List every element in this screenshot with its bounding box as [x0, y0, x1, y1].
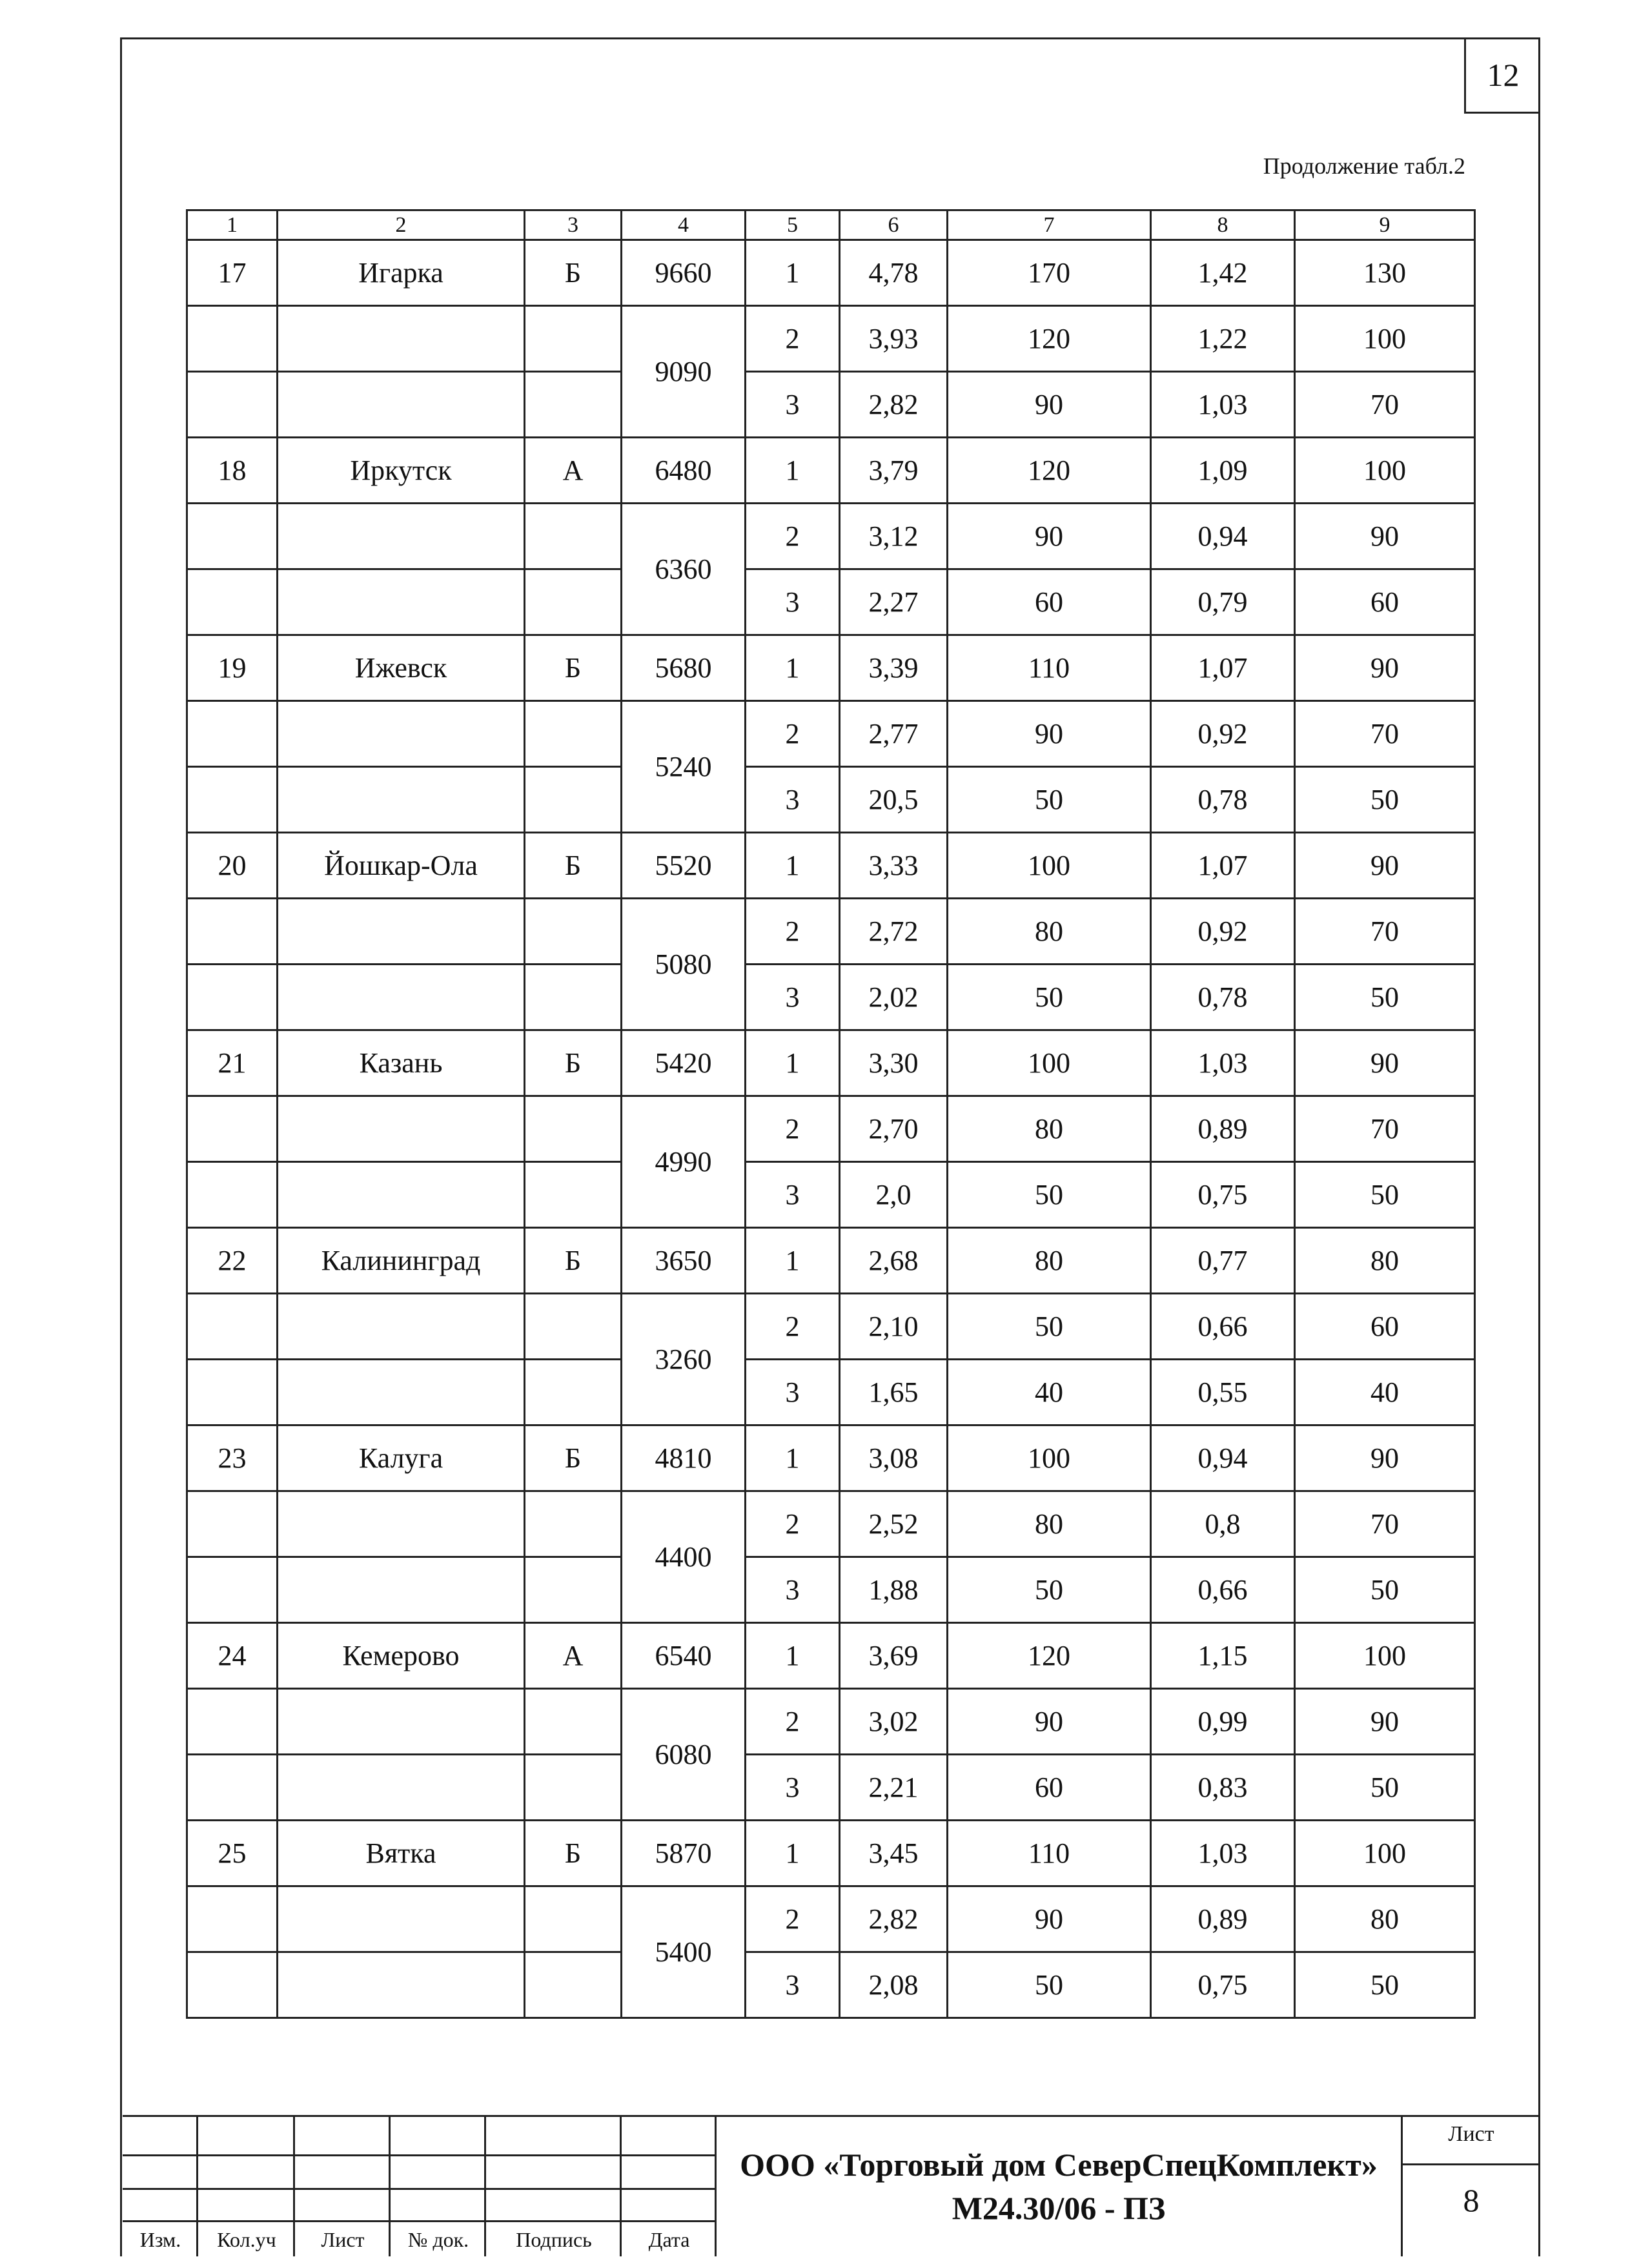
data-cell: 0,75 [1151, 1162, 1295, 1228]
data-cell: 50 [1295, 767, 1475, 833]
empty-cell [187, 1755, 278, 1821]
value-cell: 5400 [622, 1886, 746, 2018]
data-cell: 2,52 [840, 1491, 948, 1557]
data-cell: 50 [1295, 1557, 1475, 1623]
data-cell: 90 [948, 1886, 1151, 1952]
value-cell: 6080 [622, 1689, 746, 1821]
data-cell: 1,03 [1151, 1821, 1295, 1886]
value-cell: 3260 [622, 1294, 746, 1425]
value-cell: 5420 [622, 1030, 746, 1096]
table-row [187, 1821, 1475, 1886]
empty-cell [278, 767, 525, 833]
col-header: 6 [840, 210, 948, 240]
data-cell: 100 [948, 1030, 1151, 1096]
empty-cell [278, 1886, 525, 1952]
header-row [187, 210, 1475, 240]
title-block [123, 2115, 1540, 2256]
table-row [187, 1425, 1475, 1491]
empty-cell [187, 1360, 278, 1425]
data-cell: 3,12 [840, 504, 948, 569]
data-cell: 50 [948, 1557, 1151, 1623]
table-row [187, 1096, 1475, 1162]
data-cell: 90 [948, 701, 1151, 767]
data-cell: 80 [948, 1228, 1151, 1294]
data-cell: 0,89 [1151, 1886, 1295, 1952]
table-row [187, 1623, 1475, 1689]
city-name: Йошкар-Ола [278, 833, 525, 899]
data-cell: 3 [746, 1952, 840, 2018]
data-cell: 2,10 [840, 1294, 948, 1360]
empty-cell [525, 569, 622, 635]
empty-cell [525, 1755, 622, 1821]
data-cell: 0,94 [1151, 1425, 1295, 1491]
empty-cell [525, 1294, 622, 1360]
entry-number: 24 [187, 1623, 278, 1689]
empty-cell [525, 965, 622, 1030]
data-cell: 100 [948, 833, 1151, 899]
data-cell: 2 [746, 701, 840, 767]
table-row [187, 306, 1475, 372]
data-cell: 50 [948, 1162, 1151, 1228]
data-cell: 90 [1295, 1030, 1475, 1096]
data-cell: 3 [746, 965, 840, 1030]
table-row [187, 1952, 1475, 2018]
empty-cell [187, 1162, 278, 1228]
data-cell: 90 [948, 372, 1151, 438]
empty-cell [525, 1952, 622, 2018]
entry-number: 19 [187, 635, 278, 701]
data-cell: 0,55 [1151, 1360, 1295, 1425]
data-cell: 70 [1295, 899, 1475, 965]
empty-cell [525, 1162, 622, 1228]
data-cell: 2,21 [840, 1755, 948, 1821]
value-cell: 9660 [622, 240, 746, 306]
data-cell: 1,22 [1151, 306, 1295, 372]
table-row [187, 240, 1475, 306]
entry-number: 21 [187, 1030, 278, 1096]
empty-cell [187, 701, 278, 767]
data-cell: 90 [1295, 1425, 1475, 1491]
empty-cell [187, 1886, 278, 1952]
data-cell: 90 [1295, 1689, 1475, 1755]
zone-cell: Б [525, 1821, 622, 1886]
city-name: Вятка [278, 1821, 525, 1886]
data-cell: 1 [746, 240, 840, 306]
data-cell: 1 [746, 635, 840, 701]
empty-cell [187, 372, 278, 438]
data-cell: 80 [948, 1096, 1151, 1162]
empty-cell [525, 701, 622, 767]
data-cell: 0,99 [1151, 1689, 1295, 1755]
sheet-label: Лист [1448, 2122, 1494, 2146]
data-cell: 1 [746, 1030, 840, 1096]
organization-block [717, 2117, 1401, 2256]
data-cell: 2,08 [840, 1952, 948, 2018]
data-cell: 0,75 [1151, 1952, 1295, 2018]
stamp-label-izm: Изм. [139, 2228, 181, 2251]
data-cell: 3,33 [840, 833, 948, 899]
table-row [187, 1030, 1475, 1096]
data-cell: 1,07 [1151, 833, 1295, 899]
value-cell: 3650 [622, 1228, 746, 1294]
value-cell: 5870 [622, 1821, 746, 1886]
zone-cell: Б [525, 1228, 622, 1294]
data-cell: 2 [746, 1491, 840, 1557]
value-cell: 5680 [622, 635, 746, 701]
table-row [187, 1491, 1475, 1557]
empty-cell [278, 1294, 525, 1360]
city-name: Иркутск [278, 438, 525, 504]
empty-cell [187, 899, 278, 965]
col-header: 7 [948, 210, 1151, 240]
data-cell: 60 [1295, 1294, 1475, 1360]
empty-cell [278, 1952, 525, 2018]
sheet-separator [1403, 2163, 1540, 2165]
data-cell: 3 [746, 1557, 840, 1623]
entry-number: 20 [187, 833, 278, 899]
data-cell: 3,30 [840, 1030, 948, 1096]
data-cell: 1,03 [1151, 1030, 1295, 1096]
data-cell: 100 [1295, 438, 1475, 504]
value-cell: 4400 [622, 1491, 746, 1623]
organization-name: ООО «Торговый дом СеверСпецКомплект» [740, 2146, 1378, 2183]
table-row [187, 833, 1475, 899]
data-cell: 90 [948, 1689, 1151, 1755]
table-body [187, 210, 1475, 2018]
city-name: Калуга [278, 1425, 525, 1491]
empty-cell [278, 1162, 525, 1228]
empty-cell [525, 372, 622, 438]
data-cell: 3,02 [840, 1689, 948, 1755]
data-cell: 1 [746, 1623, 840, 1689]
empty-cell [525, 1689, 622, 1755]
data-cell: 0,79 [1151, 569, 1295, 635]
stamp-line [123, 2188, 717, 2190]
data-cell: 130 [1295, 240, 1475, 306]
value-cell: 4810 [622, 1425, 746, 1491]
data-cell: 1 [746, 438, 840, 504]
data-cell: 110 [948, 1821, 1151, 1886]
col-header: 9 [1295, 210, 1475, 240]
data-cell: 70 [1295, 372, 1475, 438]
data-cell: 100 [1295, 1623, 1475, 1689]
data-cell: 3 [746, 372, 840, 438]
data-cell: 50 [948, 965, 1151, 1030]
data-cell: 2,27 [840, 569, 948, 635]
data-cell: 2 [746, 1689, 840, 1755]
value-cell: 6540 [622, 1623, 746, 1689]
table-row [187, 1294, 1475, 1360]
table-row [187, 899, 1475, 965]
empty-cell [278, 1096, 525, 1162]
data-cell: 120 [948, 306, 1151, 372]
data-cell: 70 [1295, 1491, 1475, 1557]
empty-cell [187, 1491, 278, 1557]
col-header: 8 [1151, 210, 1295, 240]
data-cell: 2,72 [840, 899, 948, 965]
data-cell: 0,89 [1151, 1096, 1295, 1162]
empty-cell [525, 504, 622, 569]
stamp-line [123, 2220, 717, 2222]
empty-cell [187, 767, 278, 833]
data-cell: 120 [948, 438, 1151, 504]
data-cell: 3,93 [840, 306, 948, 372]
table-row [187, 965, 1475, 1030]
data-cell: 0,94 [1151, 504, 1295, 569]
data-cell: 90 [1295, 833, 1475, 899]
table-row [187, 635, 1475, 701]
data-cell: 3 [746, 767, 840, 833]
data-cell: 1,42 [1151, 240, 1295, 306]
empty-cell [187, 569, 278, 635]
data-cell: 1 [746, 1821, 840, 1886]
empty-cell [525, 1491, 622, 1557]
data-cell: 0,78 [1151, 965, 1295, 1030]
data-cell: 4,78 [840, 240, 948, 306]
data-cell: 50 [1295, 1162, 1475, 1228]
zone-cell: Б [525, 240, 622, 306]
stamp-line [123, 2154, 717, 2156]
stamp-label-list: Лист [321, 2228, 365, 2251]
empty-cell [187, 1557, 278, 1623]
data-cell: 0,8 [1151, 1491, 1295, 1557]
data-cell: 110 [948, 635, 1151, 701]
data-cell: 0,83 [1151, 1755, 1295, 1821]
empty-cell [278, 701, 525, 767]
table-row [187, 372, 1475, 438]
data-cell: 3,69 [840, 1623, 948, 1689]
city-name: Калининград [278, 1228, 525, 1294]
empty-cell [525, 1096, 622, 1162]
data-cell: 3,39 [840, 635, 948, 701]
city-name: Ижевск [278, 635, 525, 701]
city-name: Кемерово [278, 1623, 525, 1689]
data-cell: 2,70 [840, 1096, 948, 1162]
data-cell: 2 [746, 1886, 840, 1952]
table-row [187, 1557, 1475, 1623]
data-cell: 3 [746, 569, 840, 635]
data-cell: 1,07 [1151, 635, 1295, 701]
data-cell: 3,08 [840, 1425, 948, 1491]
data-cell: 2,82 [840, 1886, 948, 1952]
data-cell: 0,66 [1151, 1294, 1295, 1360]
data-cell: 90 [1295, 504, 1475, 569]
empty-cell [278, 1689, 525, 1755]
data-cell: 1 [746, 1425, 840, 1491]
data-cell: 50 [948, 1294, 1151, 1360]
stamp-label-doc: № док. [407, 2228, 469, 2251]
stamp-label-date: Дата [648, 2228, 690, 2251]
data-cell: 40 [1295, 1360, 1475, 1425]
value-cell: 4990 [622, 1096, 746, 1228]
data-cell: 2 [746, 1294, 840, 1360]
sheet-box [1401, 2117, 1540, 2256]
page-number: 12 [1464, 37, 1540, 114]
stamp-label-sign: Подпись [516, 2228, 592, 2251]
data-table [186, 209, 1476, 2019]
data-cell: 2 [746, 306, 840, 372]
data-cell: 1,09 [1151, 438, 1295, 504]
table-row [187, 1162, 1475, 1228]
data-cell: 100 [1295, 1821, 1475, 1886]
zone-cell: Б [525, 635, 622, 701]
table-row [187, 438, 1475, 504]
data-cell: 50 [948, 767, 1151, 833]
data-cell: 1,15 [1151, 1623, 1295, 1689]
sheet-number: 8 [1463, 2182, 1480, 2218]
data-cell: 170 [948, 240, 1151, 306]
empty-cell [187, 504, 278, 569]
data-cell: 2 [746, 1096, 840, 1162]
data-cell: 20,5 [840, 767, 948, 833]
zone-cell: А [525, 438, 622, 504]
empty-cell [525, 1557, 622, 1623]
data-cell: 0,92 [1151, 899, 1295, 965]
zone-cell: А [525, 1623, 622, 1689]
data-cell: 90 [948, 504, 1151, 569]
empty-cell [525, 306, 622, 372]
empty-cell [278, 1755, 525, 1821]
value-cell: 5520 [622, 833, 746, 899]
empty-cell [525, 899, 622, 965]
empty-cell [525, 1360, 622, 1425]
empty-cell [278, 1491, 525, 1557]
data-cell: 0,78 [1151, 767, 1295, 833]
data-cell: 120 [948, 1623, 1151, 1689]
data-cell: 100 [948, 1425, 1151, 1491]
data-cell: 2,77 [840, 701, 948, 767]
data-cell: 40 [948, 1360, 1151, 1425]
col-header: 2 [278, 210, 525, 240]
data-cell: 1,03 [1151, 372, 1295, 438]
data-cell: 60 [1295, 569, 1475, 635]
data-cell: 50 [1295, 965, 1475, 1030]
table-row [187, 504, 1475, 569]
entry-number: 25 [187, 1821, 278, 1886]
city-name: Казань [278, 1030, 525, 1096]
table-row [187, 1689, 1475, 1755]
data-cell: 2,02 [840, 965, 948, 1030]
table-row [187, 1228, 1475, 1294]
document-code: М24.30/06 - ПЗ [952, 2190, 1166, 2226]
table-row [187, 767, 1475, 833]
table-row [187, 1755, 1475, 1821]
empty-cell [278, 899, 525, 965]
table-row [187, 569, 1475, 635]
data-cell: 70 [1295, 1096, 1475, 1162]
data-cell: 90 [1295, 635, 1475, 701]
stamp-label-kol: Кол.уч [217, 2228, 276, 2251]
empty-cell [278, 372, 525, 438]
value-cell: 5080 [622, 899, 746, 1030]
empty-cell [278, 965, 525, 1030]
data-cell: 80 [948, 1491, 1151, 1557]
empty-cell [187, 1689, 278, 1755]
empty-cell [187, 965, 278, 1030]
data-cell: 0,66 [1151, 1557, 1295, 1623]
table-caption: Продолжение табл.2 [1263, 153, 1465, 179]
data-cell: 2,82 [840, 372, 948, 438]
value-cell: 5240 [622, 701, 746, 833]
data-cell: 50 [1295, 1952, 1475, 2018]
data-cell: 1,88 [840, 1557, 948, 1623]
data-cell: 60 [948, 569, 1151, 635]
value-cell: 6480 [622, 438, 746, 504]
data-cell: 3 [746, 1755, 840, 1821]
empty-cell [278, 569, 525, 635]
value-cell: 6360 [622, 504, 746, 635]
entry-number: 18 [187, 438, 278, 504]
data-cell: 1 [746, 833, 840, 899]
empty-cell [278, 306, 525, 372]
data-cell: 1,65 [840, 1360, 948, 1425]
zone-cell: Б [525, 1425, 622, 1491]
empty-cell [187, 1096, 278, 1162]
zone-cell: Б [525, 1030, 622, 1096]
data-cell: 80 [1295, 1886, 1475, 1952]
empty-cell [525, 1886, 622, 1952]
empty-cell [278, 1557, 525, 1623]
data-cell: 2 [746, 504, 840, 569]
col-header: 4 [622, 210, 746, 240]
empty-cell [187, 1294, 278, 1360]
data-cell: 2,68 [840, 1228, 948, 1294]
col-header: 5 [746, 210, 840, 240]
data-cell: 50 [948, 1952, 1151, 2018]
col-header: 3 [525, 210, 622, 240]
data-cell: 3,45 [840, 1821, 948, 1886]
city-name: Игарка [278, 240, 525, 306]
data-cell: 2 [746, 899, 840, 965]
data-cell: 1 [746, 1228, 840, 1294]
table-row [187, 1360, 1475, 1425]
data-cell: 70 [1295, 701, 1475, 767]
table-row [187, 701, 1475, 767]
col-header: 1 [187, 210, 278, 240]
data-cell: 3 [746, 1360, 840, 1425]
data-cell: 80 [1295, 1228, 1475, 1294]
data-cell: 50 [1295, 1755, 1475, 1821]
table-row [187, 1886, 1475, 1952]
entry-number: 17 [187, 240, 278, 306]
empty-cell [278, 504, 525, 569]
empty-cell [187, 306, 278, 372]
data-cell: 0,77 [1151, 1228, 1295, 1294]
empty-cell [278, 1360, 525, 1425]
zone-cell: Б [525, 833, 622, 899]
entry-number: 22 [187, 1228, 278, 1294]
data-cell: 3 [746, 1162, 840, 1228]
entry-number: 23 [187, 1425, 278, 1491]
data-cell: 100 [1295, 306, 1475, 372]
data-cell: 3,79 [840, 438, 948, 504]
empty-cell [525, 767, 622, 833]
data-cell: 2,0 [840, 1162, 948, 1228]
value-cell: 9090 [622, 306, 746, 438]
data-cell: 60 [948, 1755, 1151, 1821]
empty-cell [187, 1952, 278, 2018]
data-cell: 80 [948, 899, 1151, 965]
data-cell: 0,92 [1151, 701, 1295, 767]
